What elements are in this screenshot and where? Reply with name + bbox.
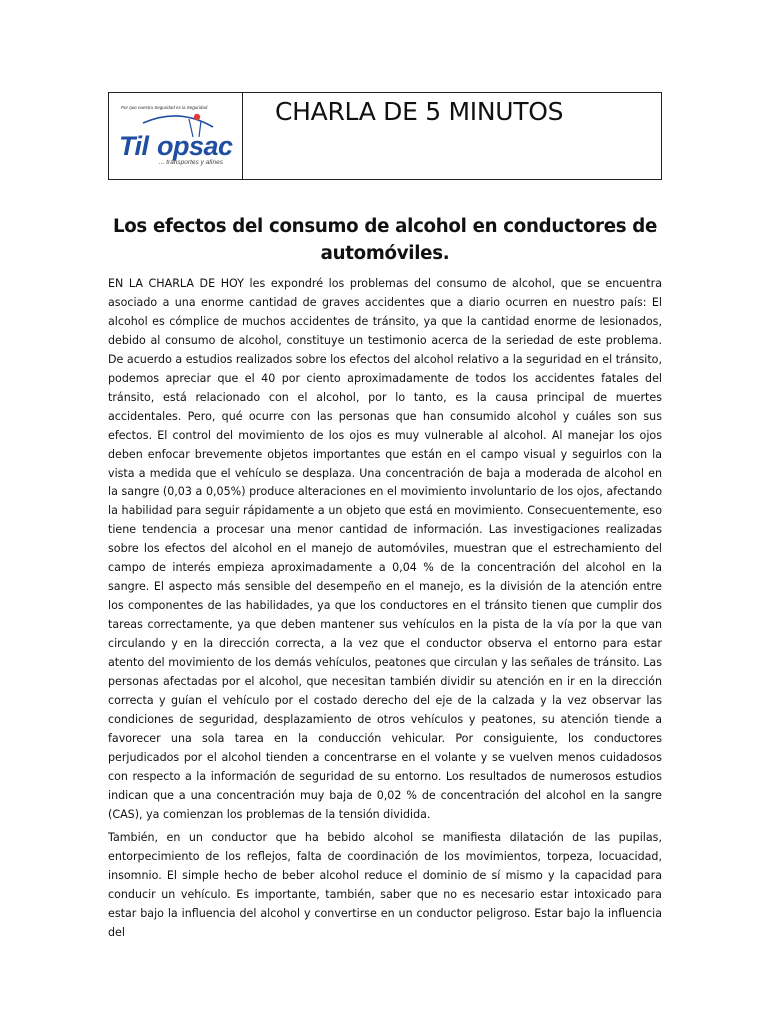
- paragraph-2: También, en un conductor que ha bebido alcohol se manifiesta dilatación de las pupilas, entorpecimiento de los reflejos, falta de coordinación de los movimientos, torpeza, locuacidad, insomnio. El simple hecho de beber alcohol reduce el dominio de sí mismo y la capacidad para conducir un vehículo. Es importante, también, saber que no es necesario estar intoxicado para estar bajo la influencia del alcohol y convertirse en un conductor peligroso. Estar bajo la influencia del: [108, 831, 662, 939]
- paragraph-1: EN LA CHARLA DE HOY les expondré los problemas del consumo de alcohol, que se encuentra asociado a una enorme cantidad de graves accidentes que a diario ocurren en nuestro país: El alcohol es cómplice de muchos accidentes de tránsito, ya que la cantidad enorme de lesionados, debido al consumo de alcohol, constituye un testimonio acerca de la seriedad de este problema. De acuerdo a estudios realizados sobre los efectos del alcohol relativo a la seguridad en el tránsito, podemos apreciar que el 40 por ciento aproximadamente de todos los accidentes fatales del tránsito, está relacionado con el alcohol, por lo tanto, es la causa principal de muertes accidentales. Pero, qué ocurre con las personas que han consumido alcohol y cuáles son sus efectos. El control del movimiento de los ojos es muy vulnerable al alcohol. Al manejar los ojos deben enfocar brevemente objetos importantes que están en el campo visual y seguirlos con la vista a medida que el vehículo se desplaza. Una concentración de baja a moderada de alcohol en la sangre (0,03 a 0,05%) produce alteraciones en el movimiento involuntario de los ojos, afectando la habilidad para seguir rápidamente a un objeto que está en movimiento. Consecuentemente, eso tiene tendencia a procesar una menor cantidad de información. Las investigaciones realizadas sobre los efectos del alcohol en el manejo de automóviles, muestran que el estrechamiento del campo de interés empieza aproximadamente a 0,04 % de la concentración del alcohol en la sangre. El aspecto más sensible del desempeño en el manejo, es la división de la atención entre los componentes de las habilidades, ya que los conductores en el tránsito tienen que cumplir dos tareas correctamente, ya que deben mantener sus vehículos en la pista de la vía por la que van circulando y en la dirección correcta, a la vez que el conductor observa el entorno para estar atento del movimiento de los demás vehículos, peatones que circulan y las señales de tránsito. Las personas afectadas por el alcohol, que necesitan también dividir su atención en ir en la dirección correcta y guían el vehículo por el costado derecho del eje de la calzada y la vez observar las condiciones de seguridad, desplazamiento de otros vehículos y peatones, su atención tiende a favorecer una sola tarea en la conducción vehicular. Por consiguiente, los conductores perjudicados por el alcohol tienden a concentrarse en el volante y se vuelven menos cuidadosos con respecto a la información de seguridad de su entorno. Los resultados de numerosos estudios indican que a una concentración muy baja de 0,02 % de concentración del alcohol en la sangre (CAS), ya comienzan los problemas de la tensión dividida.: [108, 277, 662, 821]
- svg-text:o: o: [157, 131, 173, 161]
- document-title: CHARLA DE 5 MINUTOS: [275, 97, 564, 126]
- svg-text:Til: Til: [119, 131, 149, 161]
- logo-mark-icon: [109, 93, 243, 181]
- article-heading: Los efectos del consumo de alcohol en conductores de automóviles.: [112, 216, 658, 264]
- logo-tagline: Por que nuestra Seguridad es la Seguridad: [121, 105, 208, 110]
- svg-text:psac: psac: [173, 131, 233, 161]
- title-cell: [243, 93, 661, 179]
- logo-subtitle: ... transportes y afines: [159, 159, 223, 166]
- header-box: [108, 92, 662, 180]
- company-logo: [109, 93, 243, 179]
